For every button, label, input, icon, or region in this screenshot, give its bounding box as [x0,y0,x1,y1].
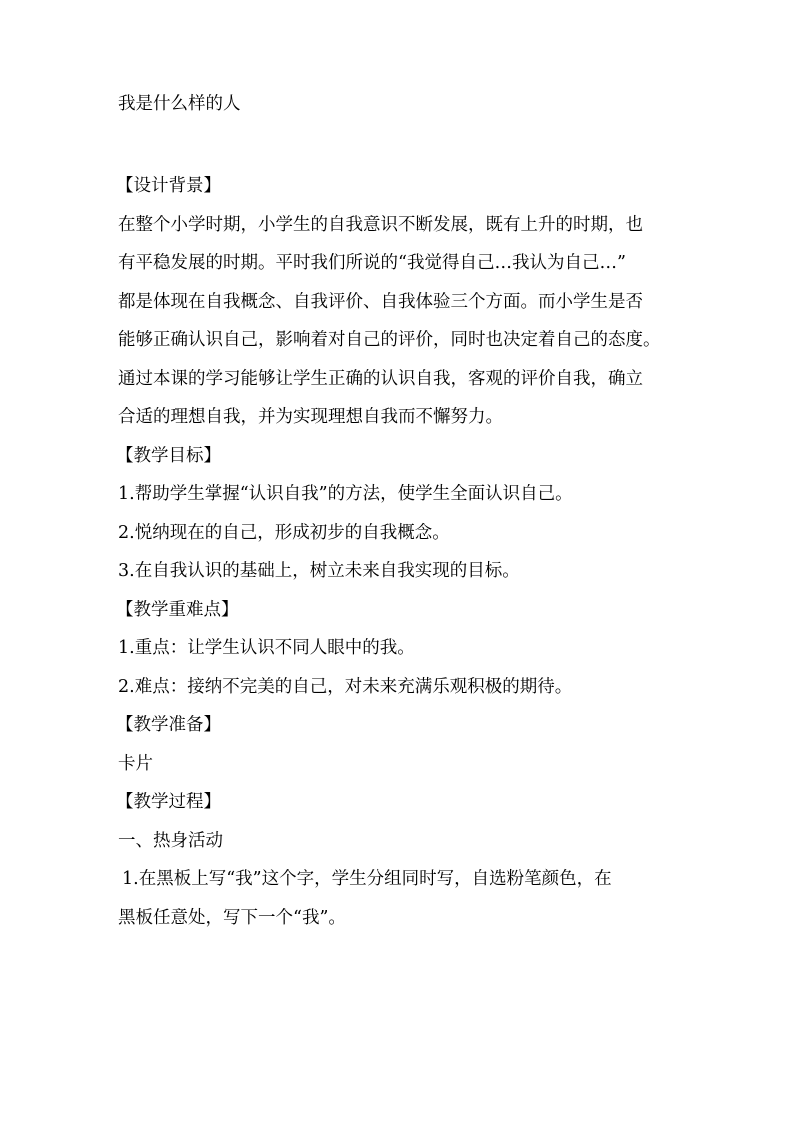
paragraph-line: 都是体现在自我概念、自我评价、自我体验三个方面。而小学生是否 [118,291,643,312]
list-item: 2.难点：接纳不完美的自己，对未来充满乐观积极的期待。 [118,676,573,697]
paragraph-line: 通过本课的学习能够让学生正确的认识自我，客观的评价自我，确立 [118,368,643,389]
list-item: 1.帮助学生掌握“认识自我”的方法，使学生全面认识自己。 [118,484,573,504]
section-goals [118,444,678,584]
paragraph-line: 在整个小学时期，小学生的自我意识不断发展，既有上升的时期，也 [118,214,643,235]
paragraph-line: 黑板任意处，写下一个“我”。 [118,907,346,928]
section-key-points [118,598,678,699]
list-item: 3.在自我认识的基础上，树立未来自我实现的目标。 [118,561,520,581]
section-heading: 【设计背景】 [116,176,221,196]
section-background [118,174,678,429]
paragraph-line: 能够正确认识自己，影响着对自己的评价，同时也决定着自己的态度。 [118,330,661,350]
list-item: 2.悦纳现在的自己，形成初步的自我概念。 [118,522,450,543]
subsection-heading: 一、热身活动 [118,830,223,851]
document-page [118,92,678,944]
document-title: 我是什么样的人 [118,94,241,114]
list-item: 1.重点：让学生认识不同人眼中的我。 [118,638,415,658]
section-heading: 【教学准备】 [116,715,221,735]
paragraph-line: 有平稳发展的时期。平时我们所说的“我觉得自己…我认为自己…” [118,253,626,273]
paragraph-line: 卡片 [118,753,153,774]
section-heading: 【教学过程】 [116,792,221,812]
section-process [118,790,678,930]
paragraph-line: 1.在黑板上写“我”这个字，学生分组同时写，自选粉笔颜色，在 [122,869,612,889]
section-heading: 【教学目标】 [116,445,221,466]
section-preparation [118,713,678,776]
title-spacer [118,116,678,174]
paragraph-line: 合适的理想自我，并为实现理想自我而不懈努力。 [118,407,503,427]
section-heading: 【教学重难点】 [116,599,239,620]
